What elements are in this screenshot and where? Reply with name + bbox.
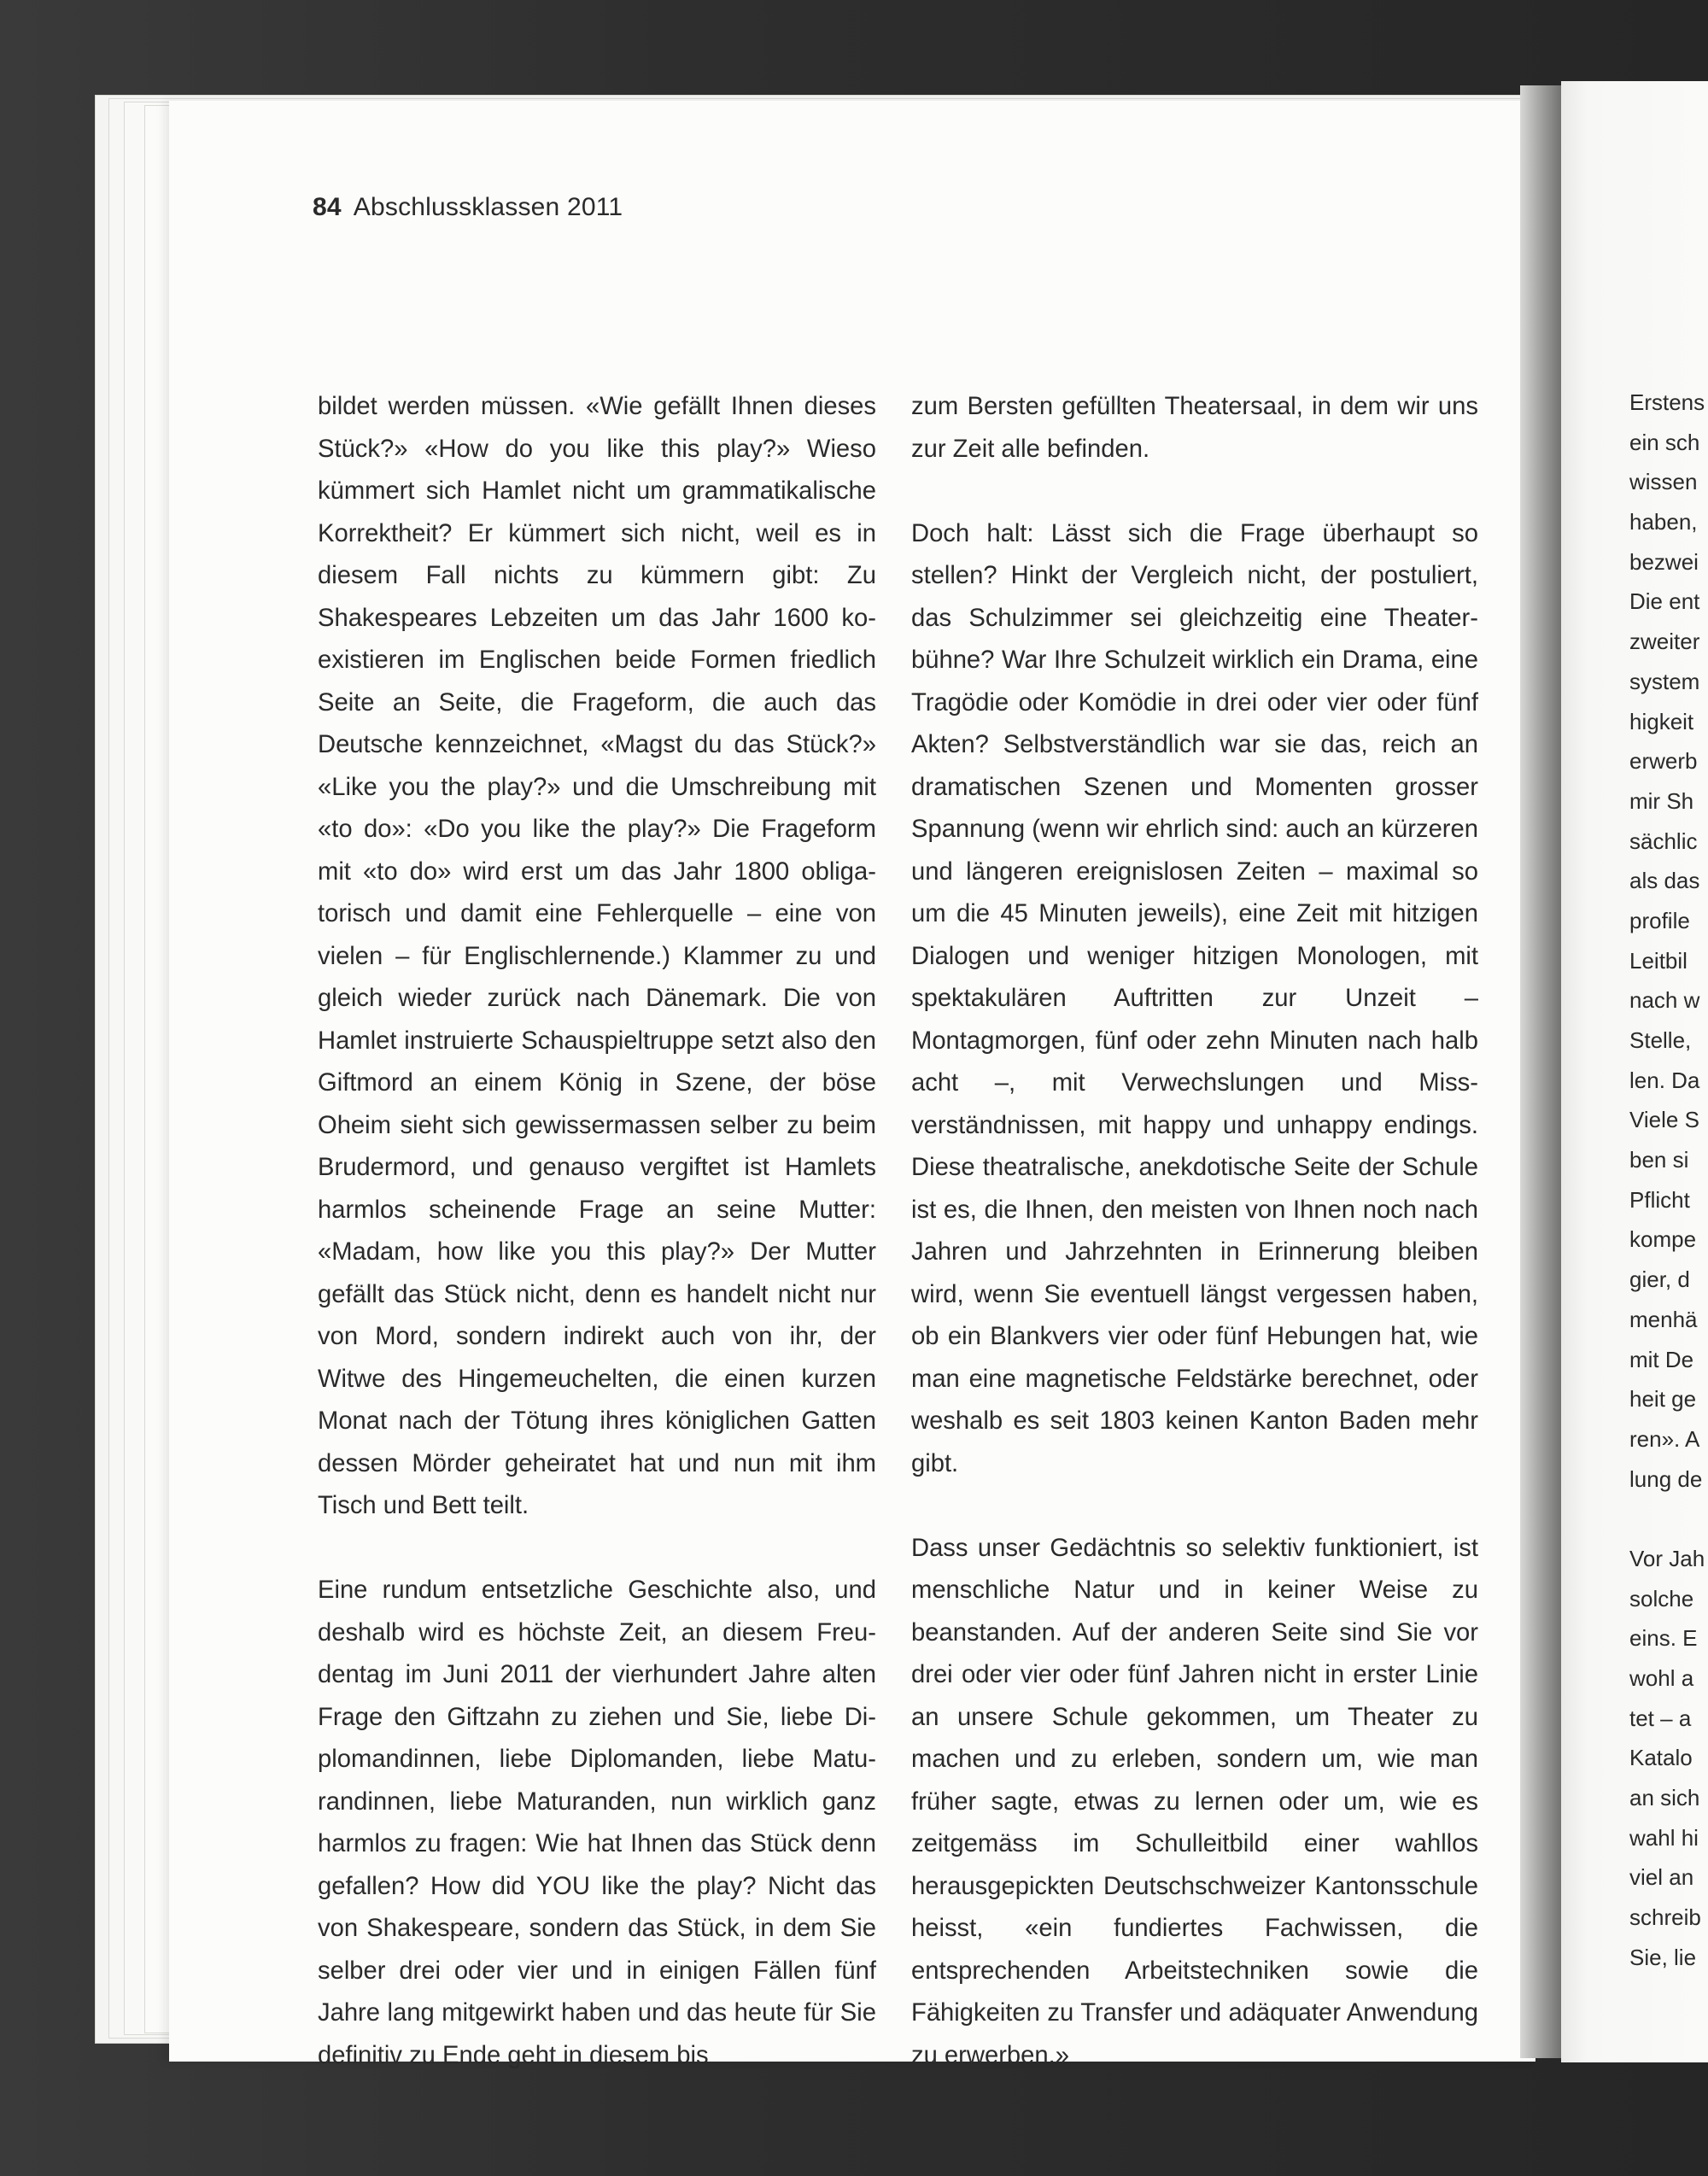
fragment-line: Leitbil bbox=[1629, 947, 1688, 974]
fragment-line: wissen bbox=[1629, 469, 1698, 495]
fragment-line: mir Sh bbox=[1629, 787, 1694, 814]
fragment-line: Katalo bbox=[1629, 1745, 1693, 1771]
fragment-line: haben, bbox=[1629, 509, 1698, 535]
running-header bbox=[313, 193, 623, 222]
fragment-line: viel an bbox=[1629, 1864, 1694, 1891]
fragment-line: len. Da bbox=[1629, 1067, 1700, 1093]
fragment-line: als das bbox=[1629, 868, 1700, 894]
fragment-line: lung de bbox=[1629, 1465, 1703, 1492]
right-page-text-fragment bbox=[1629, 383, 1708, 1978]
paragraph: bildet werden müssen. «Wie gefällt Ihnen dieses Stück?» «How do you like this play?» Wieso kümmert sich Hamlet nicht um grammatikalische Korrektheit? Er kümmert sich nicht, weil es in diesem Fall nichts zu kümmern gibt: Zu Shakespeares Lebzeiten um das Jahr 1600 koexistieren im Englischen beide Formen friedlich Seite an Seite, die Frageform, die auch das Deutsche kennzeichnet, «Magst du das Stück?» «Like you the play?» und die Umschreibung mit «to do»: «Do you like the play?» Die Frageform mit «to do» wird erst um das Jahr 1800 obligatorisch und damit eine Fehlerquelle – eine von vielen – für Englischlernende.) Klammer zu und gleich wieder zurück nach Dänemark. Die von Hamlet instruierte Schauspieltruppe setzt also den Giftmord an einem König in Szene, der böse Oheim sieht sich gewissermassen selber zu beim Brudermord, und genauso vergiftet ist Hamlets harmlos scheinende Frage an seine Mutter: «Madam, how like you this play?» Der Mutter gefällt das Stück nicht, denn es handelt nicht nur von Mord, sondern indirekt auch von ihr, der Witwe des Hingemeuchelten, die einen kurzen Monat nach der Tötung ihres königlichen Gatten dessen Mörder geheiratet hat und nun mit ihm Tisch und Bett teilt. bbox=[318, 393, 876, 1519]
fragment-line: ben si bbox=[1629, 1147, 1689, 1173]
fragment-line: system bbox=[1629, 668, 1700, 694]
fragment-line: ren». A bbox=[1629, 1425, 1700, 1452]
fragment-line: sächlic bbox=[1629, 828, 1698, 854]
fragment-line: Sie, lie bbox=[1629, 1944, 1697, 1970]
fragment-line: menhä bbox=[1629, 1306, 1698, 1332]
fragment-line: heit ge bbox=[1629, 1386, 1697, 1413]
page-number: 84 bbox=[313, 193, 342, 221]
fragment-line: erwerb bbox=[1629, 748, 1698, 775]
fragment-line: Viele S bbox=[1629, 1107, 1699, 1133]
fragment-line: kompe bbox=[1629, 1226, 1697, 1253]
fragment-line: eins. E bbox=[1629, 1625, 1698, 1652]
paragraph: Dass unser Gedächtnis so selektiv funktioniert, ist menschliche Natur und in keiner Weise zu beanstanden. Auf der anderen Seite sind Sie vor drei oder vier oder fünf Jahren nicht in erster Linie an unsere Schule gekommen, um Theater zu machen und zu erleben, sondern um, wie man früher sagte, etwas zu lernen oder um, wie es zeitgemäss im Schulleitbild einer wahllos herausgepickten Deutschschweizer Kantonsschule heisst, «ein fundiertes Fachwissen, die entsprechenden Arbeitstechniken sowie die Fähigkeiten zu Transfer und adäquater Anwendung zu erwerben.» bbox=[911, 1534, 1478, 2069]
fragment-line: mit De bbox=[1629, 1346, 1694, 1372]
fragment-line: zweiter bbox=[1629, 629, 1700, 655]
fragment-line: an sich bbox=[1629, 1785, 1700, 1811]
fragment-line: wahl hi bbox=[1629, 1824, 1699, 1851]
left-text-column bbox=[318, 386, 876, 2120]
paragraph: Doch halt: Lässt sich die Frage überhaupt so stellen? Hinkt der Vergleich nicht, der postuliert, das Schulzimmer sei gleichzeitig eine Theaterbühne? War Ihre Schulzeit wirklich ein Drama, eine Tragödie oder Komödie in drei oder vier oder fünf Akten? Selbstverständlich war sie das, reich an dramatischen Szenen und Momenten grosser Spannung (wenn wir ehrlich sind: auch an kürzeren und längeren ereignislosen Zeiten – maximal so um die 45 Minuten jeweils), eine Zeit mit hitzigen Dialogen und weniger hitzigen Monologen, mit spektakulären Auftritten zur Unzeit – Montagmorgen, fünf oder zehn Minuten nach halb acht –, mit Verwechslungen und Missverständnissen, mit happy und unhappy endings. Diese theatralische, anekdotische Seite der Schule ist es, die Ihnen, den meisten von Ihnen noch nach Jahren und Jahrzehnten in Erinnerung bleiben wird, wenn Sie eventuell längst vergessen haben, ob ein Blankvers vier oder fünf Hebungen hat, wie man eine magnetische Feldstärke berechnet, oder weshalb es seit 1803 keinen Kanton Baden mehr gibt. bbox=[911, 519, 1478, 1477]
fragment-line: bezwei bbox=[1629, 548, 1699, 575]
fragment-line: Erstens bbox=[1629, 389, 1705, 415]
fragment-line: Pflicht bbox=[1629, 1186, 1690, 1213]
fragment-line: ein sch bbox=[1629, 429, 1700, 455]
header-title: Abschlussklassen 2011 bbox=[353, 193, 623, 221]
fragment-line: wohl a bbox=[1629, 1665, 1694, 1691]
fragment-line: schreib bbox=[1629, 1904, 1701, 1931]
fragment-line: Stelle, bbox=[1629, 1027, 1692, 1053]
fragment-line: profile bbox=[1629, 907, 1690, 933]
fragment-line: Die ent bbox=[1629, 588, 1700, 615]
paragraph: Eine rundum entsetzliche Geschichte also, und deshalb wird es höchste Zeit, an diesem Freudentag im Juni 2011 der vierhundert Jahre alten Frage den Giftzahn zu ziehen und Sie, liebe Diplomandinnen, liebe Diplomanden, liebe Maturandinnen, liebe Maturanden, nun wirklich ganz harmlos zu fragen: Wie hat Ihnen das Stück denn gefallen? How did YOU like the play? Nicht das von Shakespeare, sondern das Stück, in dem Sie selber drei oder vier und in einigen Fällen fünf Jahre lang mitgewirkt haben und das heute für Sie definitiv zu Ende geht in diesem bis bbox=[318, 1576, 876, 2069]
fragment-line: tet – a bbox=[1629, 1705, 1692, 1731]
fragment-line: higkeit bbox=[1629, 708, 1694, 734]
paragraph: zum Bersten gefüllten Theatersaal, in dem wir uns zur Zeit alle befinden. bbox=[911, 393, 1478, 463]
fragment-line: Vor Jah bbox=[1629, 1545, 1705, 1571]
middle-text-column bbox=[911, 386, 1478, 2120]
fragment-line: gier, d bbox=[1629, 1266, 1690, 1293]
fragment-line: nach w bbox=[1629, 987, 1700, 1014]
paragraph-gap bbox=[1629, 1499, 1708, 1539]
fragment-line: solche bbox=[1629, 1585, 1694, 1612]
